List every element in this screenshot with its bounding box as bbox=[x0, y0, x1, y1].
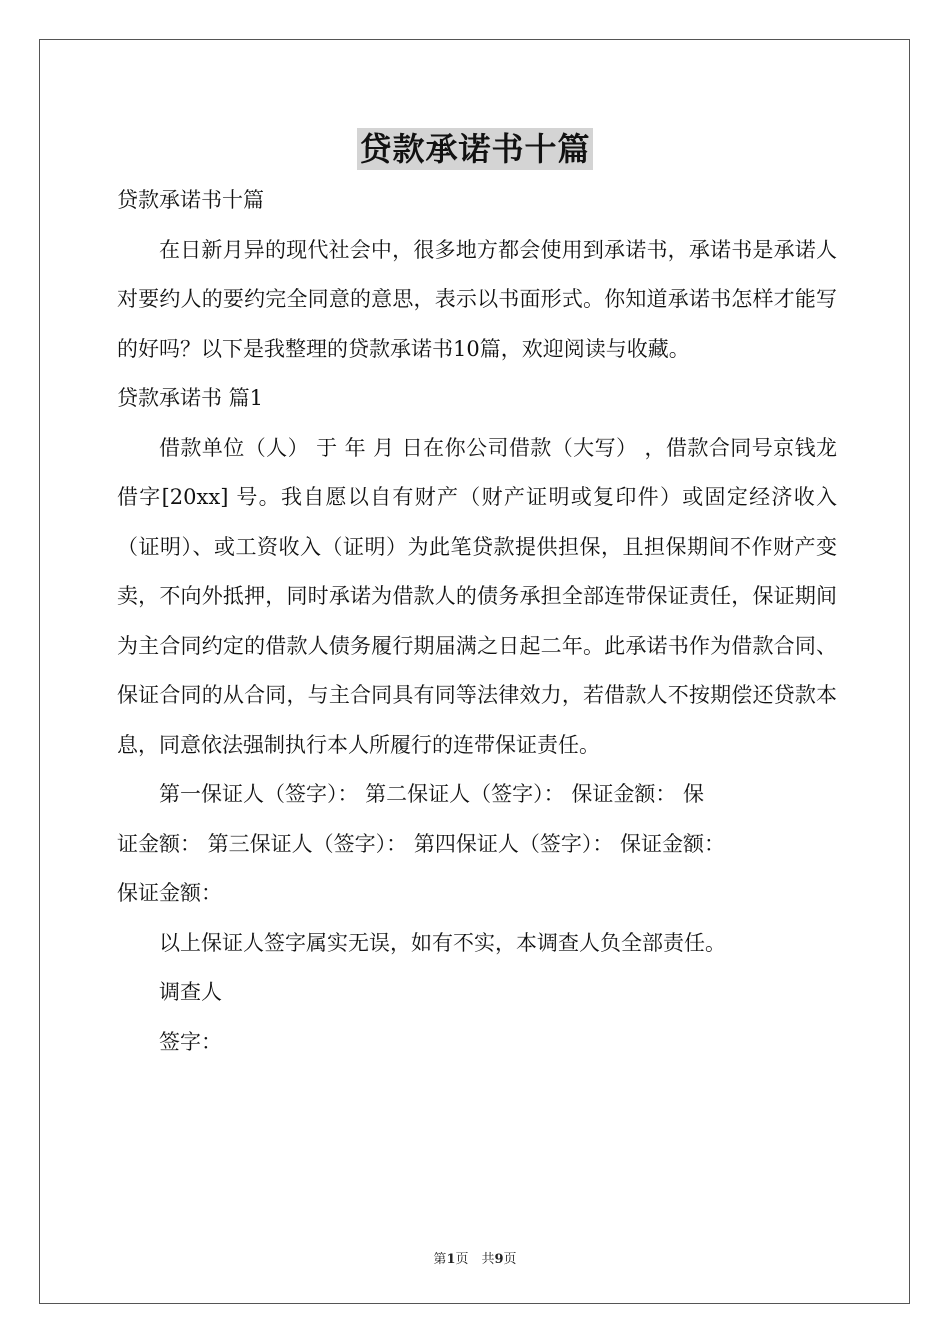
guarantors-line-2: 证金额： 第三保证人（签字）： 第四保证人（签字）： 保证金额： bbox=[117, 831, 726, 856]
footer-page-total: 9 bbox=[494, 1252, 504, 1267]
guarantors-line-3: 保证金额： bbox=[117, 881, 222, 905]
page-footer bbox=[0, 1248, 950, 1267]
footer-prefix: 第 bbox=[433, 1252, 447, 1267]
document-title: 贷款承诺书十篇 bbox=[359, 130, 591, 168]
guarantors-line-1: 第一保证人（签字）： 第二保证人（签字）： 保证金额： 保 bbox=[159, 782, 705, 806]
document-body bbox=[117, 176, 837, 1067]
footer-page-number: 1 bbox=[446, 1252, 456, 1267]
footer-mid: 页 共 bbox=[455, 1252, 495, 1267]
signature-label: 签字： bbox=[159, 1029, 222, 1054]
commitment-paragraph: 借款单位（人） 于 年 月 日在你公司借款（大写） ，借款合同号京钱龙借字[20xx] 号。我自愿以自有财产（财产证明或复印件）或固定经济收入（证明）、或工资收入（证明）为此笔贷款提供担保，且担保期间不作财产变卖，不向外抵押，同时承诺为借款人的债务承担全部连带保证责任，保证期间为主合同约定的借款人债务履行期届满之日起二年。此承诺书作为借款合同、保证合同的从合同，与主合同具有同等法律效力，若借款人不按期偿还贷款本息，同意依法强制执行本人所履行的连带保证责任。 bbox=[117, 435, 837, 757]
intro-paragraph: 在日新月异的现代社会中，很多地方都会使用到承诺书，承诺书是承诺人对要约人的要约完全同意的意思，表示以书面形式。你知道承诺书怎样才能写的好吗？以下是我整理的贷款承诺书10篇，欢迎阅读与收藏。 bbox=[117, 237, 837, 361]
footer-suffix: 页 bbox=[503, 1252, 517, 1267]
section-heading: 贷款承诺书 篇1 bbox=[117, 386, 264, 410]
title-container bbox=[0, 128, 950, 170]
confirmation-statement: 以上保证人签字属实无误，如有不实，本调查人负全部责任。 bbox=[159, 930, 726, 955]
subtitle: 贷款承诺书十篇 bbox=[117, 188, 264, 212]
investigator-label: 调查人 bbox=[159, 980, 222, 1004]
